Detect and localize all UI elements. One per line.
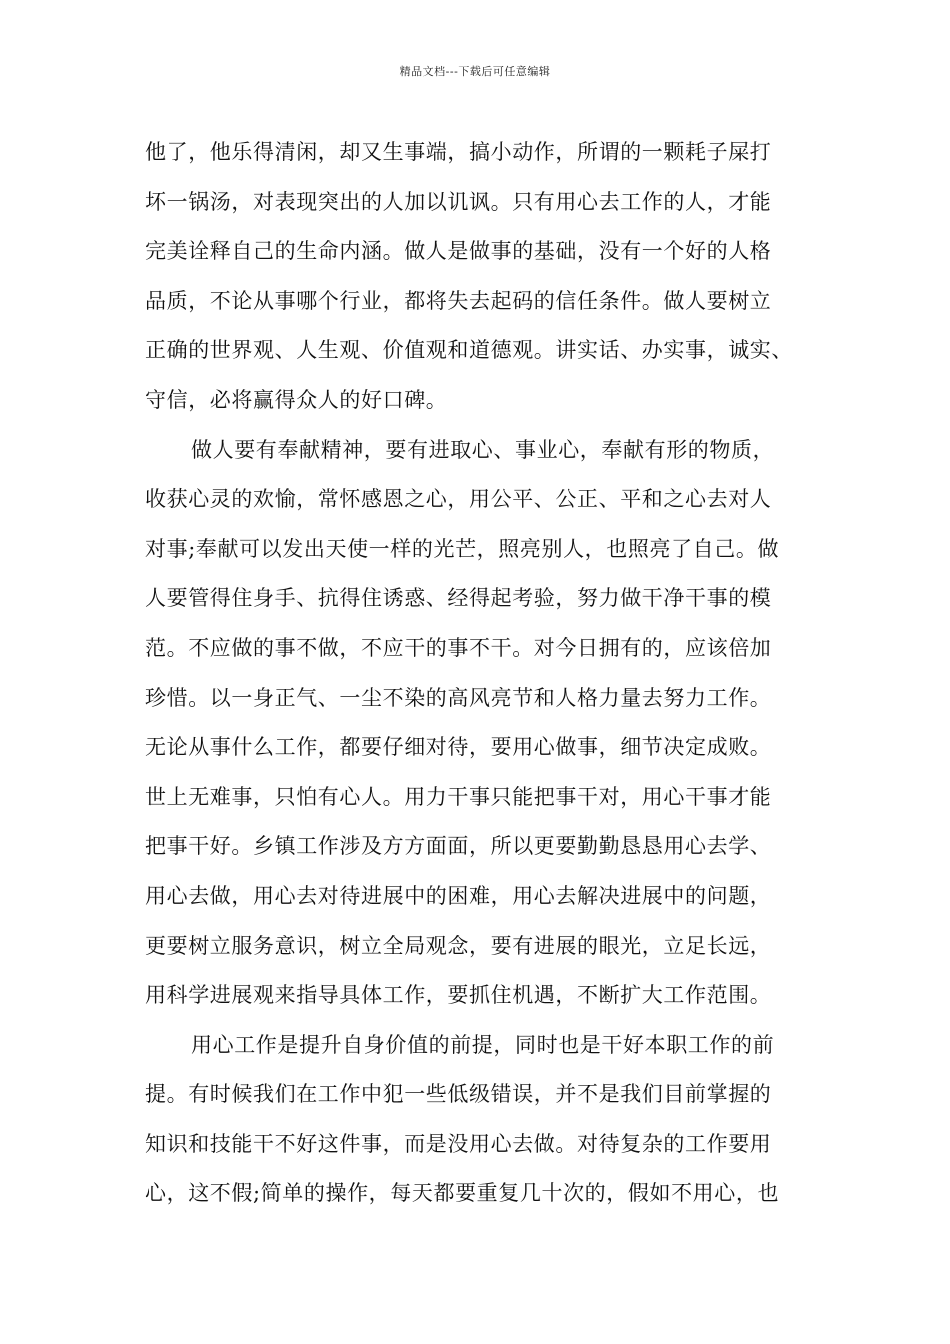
text-line: 无论从事什么工作，都要仔细对待，要用心做事，细节决定成败。 [145,735,772,760]
text-line: 心，这不假;简单的操作，每天都要重复几十次的，假如不用心，也 [145,1181,780,1206]
text-line: 世上无难事，只怕有心人。用力干事只能把事干对，用心干事才能 [145,784,772,809]
text-line: 知识和技能干不好这件事，而是没用心去做。对待复杂的工作要用 [145,1131,772,1156]
text-line: 用心工作是提升自身价值的前提，同时也是干好本职工作的前 [191,1032,775,1057]
text-line: 完美诠释自己的生命内涵。做人是做事的基础，没有一个好的人格 [145,239,772,264]
document-body [145,128,825,1219]
paragraph-2 [145,426,825,1021]
text-line: 用科学进展观来指导具体工作，要抓住机遇，不断扩大工作范围。 [145,983,772,1008]
text-line: 范。不应做的事不做，不应干的事不干。对今日拥有的，应该倍加 [145,635,772,660]
paragraph-1 [145,128,825,426]
text-line: 守信，必将赢得众人的好口碑。 [145,387,448,412]
text-line: 收获心灵的欢愉，常怀感恩之心，用公平、公正、平和之心去对人 [145,487,772,512]
text-line: 正确的世界观、人生观、价值观和道德观。讲实话、办实事，诚实、 [145,338,793,363]
text-line: 把事干好。乡镇工作涉及方方面面，所以更要勤勤恳恳用心去学、 [145,834,772,859]
text-line: 人要管得住身手、抗得住诱惑、经得起考验，努力做干净干事的模 [145,586,772,611]
text-line: 对事;奉献可以发出天使一样的光芒，照亮别人，也照亮了自己。做 [145,536,780,561]
text-line: 坏一锅汤，对表现突出的人加以讥讽。只有用心去工作的人，才能 [145,189,772,214]
text-line: 珍惜。以一身正气、一尘不染的高风亮节和人格力量去努力工作。 [145,685,772,710]
paragraph-3 [145,1021,825,1219]
text-line: 做人要有奉献精神，要有进取心、事业心，奉献有形的物质， [191,437,775,462]
text-line: 用心去做，用心去对待进展中的困难，用心去解决进展中的问题， [145,883,772,908]
text-line: 提。有时候我们在工作中犯一些低级错误，并不是我们目前掌握的 [145,1082,772,1107]
page-header: 精品文档---下载后可任意编辑 [399,65,551,78]
text-line: 他了，他乐得清闲，却又生事端，搞小动作，所谓的一颗耗子屎打 [145,140,772,164]
text-line: 更要树立服务意识，树立全局观念，要有进展的眼光，立足长远， [145,933,772,958]
text-line: 品质，不论从事哪个行业，都将失去起码的信任条件。做人要树立 [145,288,772,313]
